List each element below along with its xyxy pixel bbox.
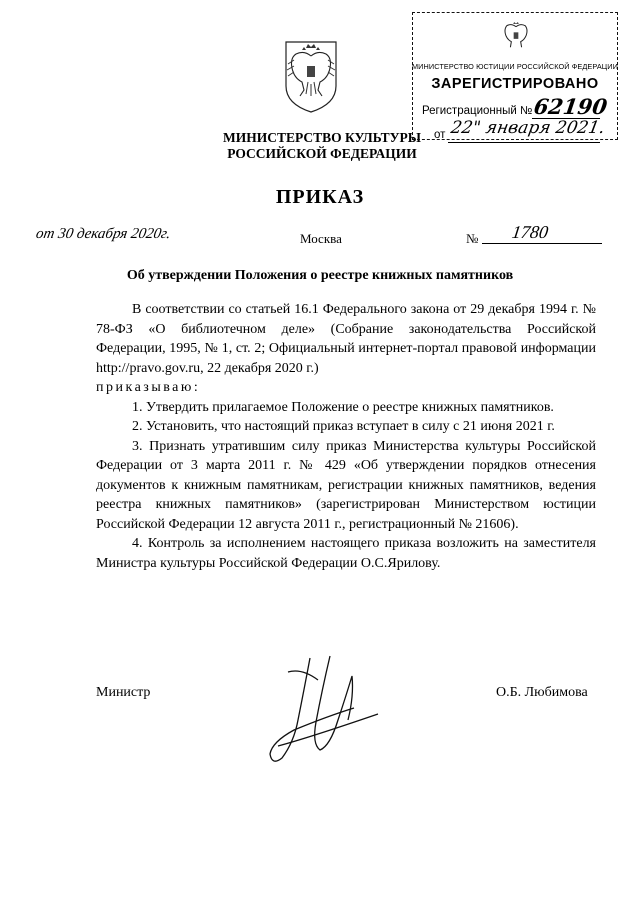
registration-stamp [408,8,622,146]
stamp-emblem [502,20,530,54]
order-item-3: 3. Признать утратившим силу приказ Министерства культуры Российской Федерации от 3 марта 2011 г. № 429 «Об утверждении порядков отнесения документов к книжным памятникам, регистрации книжных памятников, ведения реестра книжных памятников» (зарегистрирован Министерством юстиции Российской Федерации 12 августа 2011 г., регистрационный № 21606). [96,438,596,532]
stamp-date-underline [448,142,600,143]
order-word: приказываю: [96,380,201,395]
order-heading: Об утверждении Положения о реестре книжных памятников [126,268,514,283]
order-number-label: № [466,231,479,246]
ministry-line-2: РОССИЙСКОЙ ФЕДЕРАЦИИ [227,146,417,161]
signatory-name: О.Б. Любимова [496,685,588,700]
order-item-2: 2. Установить, что настоящий приказ вступает в силу с 21 июня 2021 г. [132,419,555,434]
ministry-header [222,130,422,162]
order-date: от 30 декабря 2020г. [34,226,172,242]
document-type-title: ПРИКАЗ [275,186,365,208]
order-item-1: 1. Утвердить прилагаемое Положение о реестре книжных памятников. [132,399,554,415]
signatory-title: Министр [96,685,151,700]
order-number: 1780 [510,222,550,242]
stamp-status: ЗАРЕГИСТРИРОВАНО [431,76,599,92]
preamble-paragraph: В соответствии со статьей 16.1 Федерального закона от 29 декабря 1994 г. № 78-ФЗ «О библиотечном деле» (Собрание законодательства Российской Федерации, 1995, № 1, ст. 2; Официальный интернет-портал правовой информации http://pravo.gov.ru, 22 декабря 2020 г.) [96,302,596,376]
coat-of-arms-emblem [282,38,340,114]
handwritten-signature [258,650,388,770]
stamp-ministry-name: МИНИСТЕРСТВО ЮСТИЦИИ РОССИЙСКОЙ ФЕДЕРАЦИИ [412,62,618,71]
stamp-reg-number-label: Регистрационный № [422,105,533,117]
order-city: Москва [300,231,342,246]
stamp-date-label: от [434,129,446,141]
order-body [96,300,596,573]
stamp-date: 22" января 2021. [449,118,607,138]
order-number-underline [482,243,602,244]
order-item-4: 4. Контроль за исполнением настоящего приказа возложить на заместителя Министра культуры Российской Федерации О.С.Ярилову. [96,536,596,571]
stamp-reg-number: 62190 [532,94,609,119]
ministry-line-1: МИНИСТЕРСТВО КУЛЬТУРЫ [222,130,422,145]
